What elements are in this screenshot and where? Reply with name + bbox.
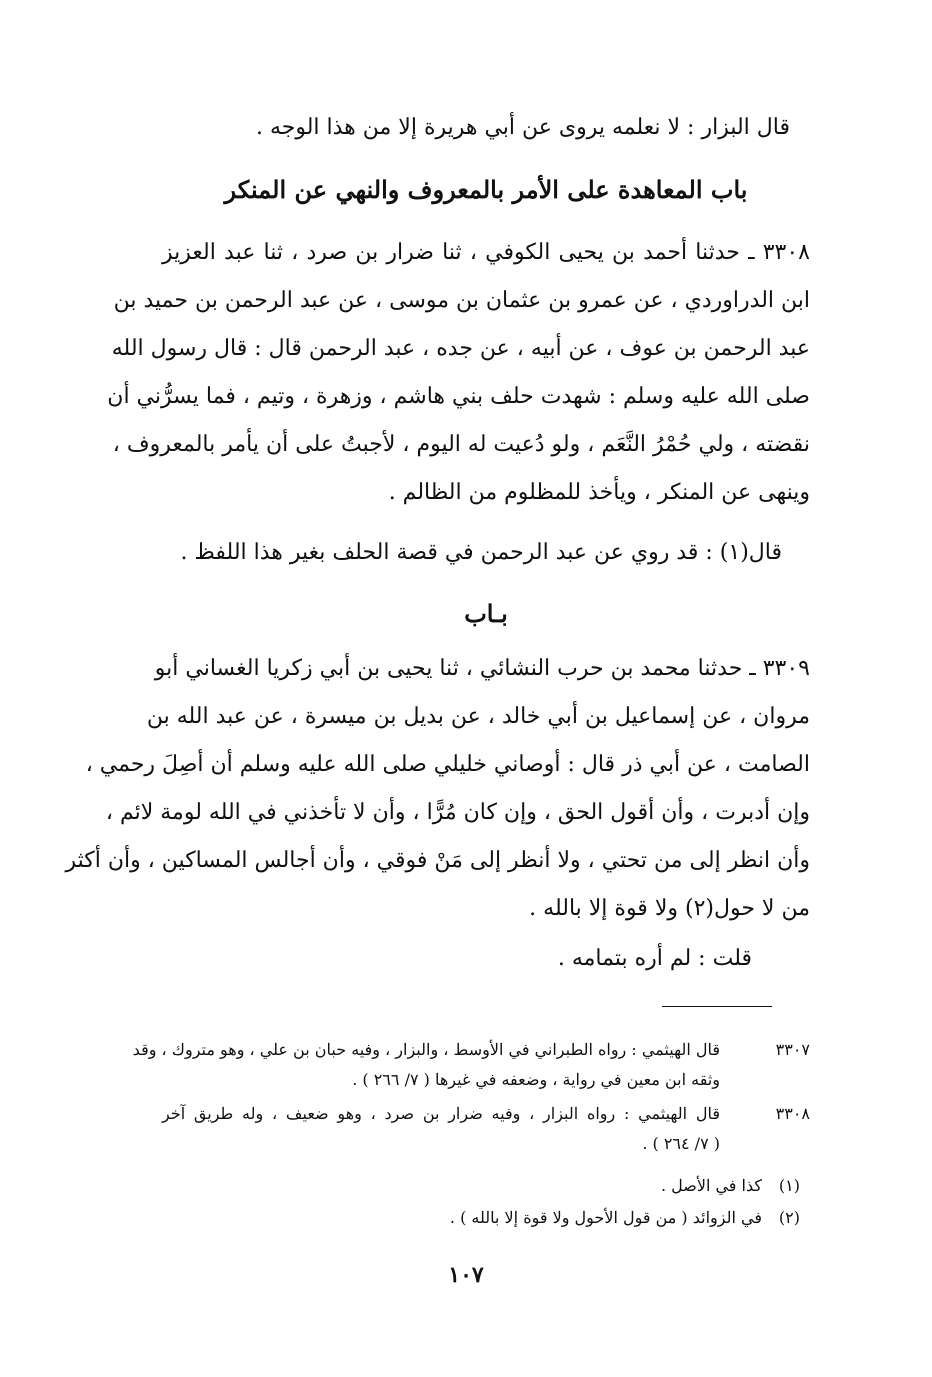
hadith-3308-line-1: ٣٣٠٨ ـ حدثنا أحمد بن يحيى الكوفي ، ثنا ضرار بن صرد ، ثنا عبد العزيز bbox=[162, 240, 810, 265]
footnote-3307 bbox=[132, 1036, 810, 1092]
footnote-3308-line-1: قال الهيثمي : رواه البزار ، وفيه ضرار بن صرد ، وهو ضعيف ، وله طريق آخر bbox=[162, 1104, 720, 1123]
footnote-3308-number: ٣٣٠٨ bbox=[775, 1104, 810, 1123]
hadith-3309-line-3: الصامت ، عن أبي ذر قال : أوصاني خليلي صلى الله عليه وسلم أن أصِلَ رحمي ، bbox=[85, 752, 810, 777]
page-number: ١٠٧ bbox=[448, 1262, 484, 1288]
footnote-mark-2 bbox=[162, 1204, 810, 1232]
footnote-mark-1-symbol: (١) bbox=[778, 1176, 800, 1195]
footnote-3307-number: ٣٣٠٧ bbox=[775, 1040, 810, 1059]
hadith-3309-line-2: مروان ، عن إسماعيل بن أبي خالد ، عن بديل بن ميسرة ، عن عبد الله بن bbox=[146, 704, 810, 729]
footnote-3307-line-2: وثقه ابن معين في رواية ، وضعفه في غيرها ( ٧/ ٢٦٦ ) . bbox=[352, 1070, 720, 1089]
hadith-3308-line-4: صلى الله عليه وسلم : شهدت حلف بني هاشم ، وزهرة ، وتيم ، فما يسرُّني أن bbox=[107, 384, 810, 409]
hadith-3309-line-4: وإن أدبرت ، وأن أقول الحق ، وإن كان مُرًّا ، وأن لا تأخذني في الله لومة لائم ، bbox=[105, 800, 810, 825]
section-title: بـاب bbox=[464, 599, 508, 628]
hadith-3308-line-2: ابن الدراوردي ، عن عمرو بن عثمان بن موسى ، عن عبد الرحمن بن حميد بن bbox=[113, 288, 810, 313]
hadith-3309-line-5: وأن انظر إلى من تحتي ، ولا أنظر إلى مَنْ فوقي ، وأن أجالس المساكين ، وأن أكثر bbox=[65, 848, 810, 873]
footnote-mark-2-text: في الزوائد ( من قول الأحول ولا قوة إلا بالله ) . bbox=[449, 1208, 762, 1227]
hadith-3309-line-1: ٣٣٠٩ ـ حدثنا محمد بن حرب النشائي ، ثنا يحيى بن أبي زكريا الغساني أبو bbox=[154, 656, 810, 681]
footnote-mark-2-symbol: (٢) bbox=[778, 1208, 800, 1227]
footnote-3308 bbox=[162, 1100, 810, 1156]
intro-line: قال البزار : لا نعلمه يروى عن أبي هريرة إلا من هذا الوجه . bbox=[255, 115, 790, 140]
footnote-rule bbox=[662, 1006, 772, 1007]
footnote-3307-line-1: قال الهيثمي : رواه الطبراني في الأوسط ، والبزار ، وفيه حبان بن علي ، وهو متروك ، وقد bbox=[132, 1040, 720, 1059]
hadith-3308-line-3: عبد الرحمن بن عوف ، عن أبيه ، عن جده ، عبد الرحمن قال : قال رسول الله bbox=[111, 336, 810, 361]
hadith-3308-note: قال(١) : قد روي عن عبد الرحمن في قصة الحلف بغير هذا اللفظ . bbox=[180, 540, 782, 565]
hadith-3309-line-6: من لا حول(٢) ولا قوة إلا بالله . bbox=[529, 896, 810, 921]
hadith-3308-line-6: وينهى عن المنكر ، ويأخذ للمظلوم من الظالم . bbox=[388, 480, 810, 505]
footnote-mark-1-text: كذا في الأصل . bbox=[660, 1176, 762, 1195]
hadith-3308-line-5: نقضته ، ولي حُمْرُ النَّعَم ، ولو دُعيت له اليوم ، لأجبتُ على أن يأمر بالمعروف ، bbox=[112, 432, 810, 457]
hadith-3309-note: قلت : لم أره بتمامه . bbox=[557, 946, 752, 971]
footnote-mark-1 bbox=[162, 1172, 810, 1200]
footnote-3308-line-2: ( ٧/ ٢٦٤ ) . bbox=[642, 1134, 720, 1153]
chapter-title: باب المعاهدة على الأمر بالمعروف والنهي عن المنكر bbox=[224, 175, 748, 204]
